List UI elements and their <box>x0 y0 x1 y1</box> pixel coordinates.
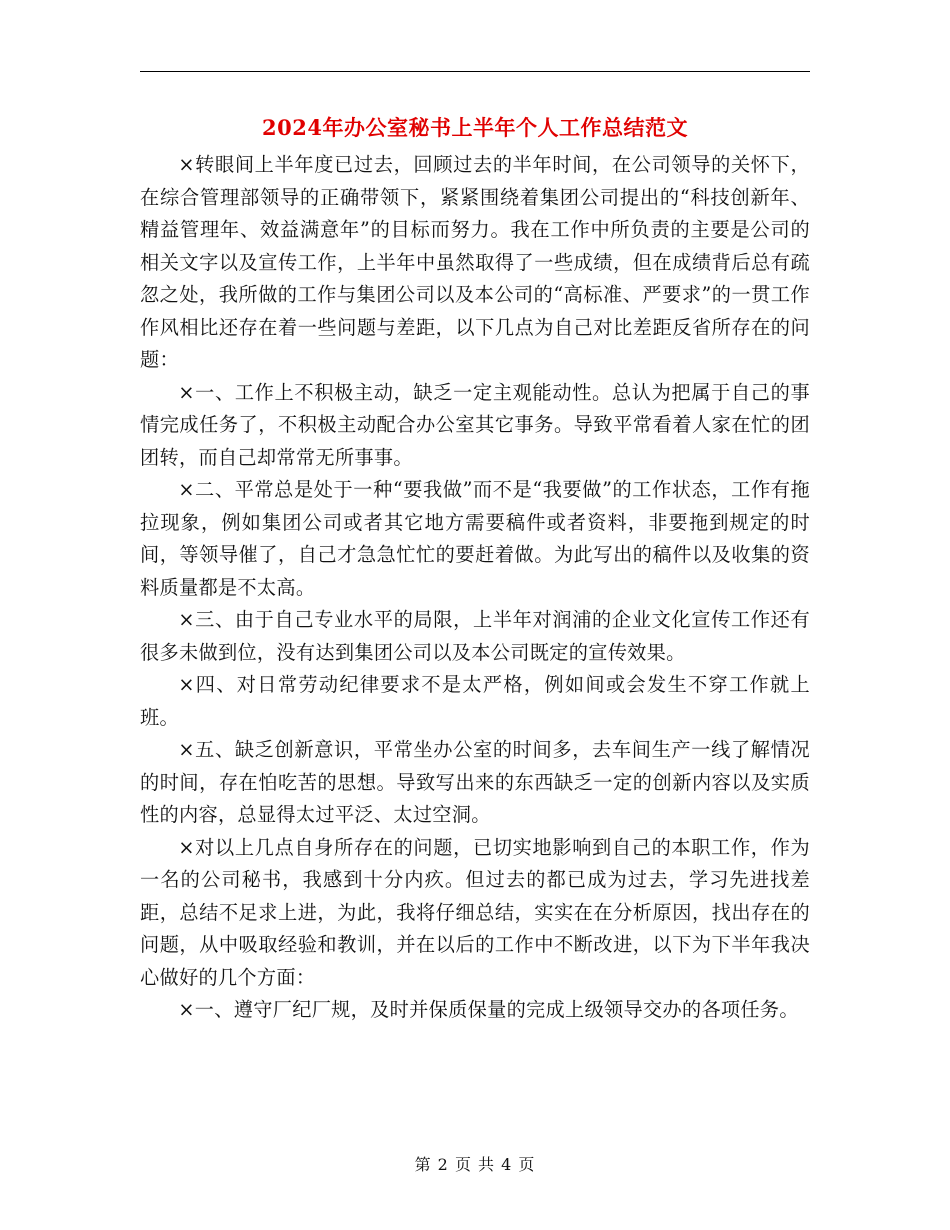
paragraph-issue-4: ×四、对日常劳动纪律要求不是太严格，例如间或会发生不穿工作就上班。 <box>140 673 810 729</box>
header-rule <box>140 71 810 72</box>
paragraph-issue-2: ×二、平常总是处于一种“要我做”而不是“我要做”的工作状态，工作有拖拉现象，例如集团公司或者其它地方需要稿件或者资料，非要拖到规定的时间，等领导催了，自己才急急忙忙的要赶着做。为此写出的稿件以及收集的资料质量都是不太高。 <box>140 478 810 599</box>
page-number-footer: 第 2 页 共 4 页 <box>414 1155 536 1174</box>
paragraph-plan-1: ×一、遵守厂纪厂规，及时并保质保量的完成上级领导交办的各项任务。 <box>178 998 799 1021</box>
paragraph-issue-1: ×一、工作上不积极主动，缺乏一定主观能动性。总认为把属于自己的事情完成任务了，不积极主动配合办公室其它事务。导致平常看着人家在忙的团团转，而自己却常常无所事事。 <box>140 380 810 469</box>
document-title: 2024年办公室秘书上半年个人工作总结范文 <box>262 115 688 140</box>
paragraph-intro: ×转眼间上半年度已过去，回顾过去的半年时间，在公司领导的关怀下，在综合管理部领导的正确带领下，紧紧围绕着集团公司提出的“科技创新年、精益管理年、效益满意年”的目标而努力。我在工作中所负责的主要是公司的相关文字以及宣传工作，上半年中虽然取得了一些成绩，但在成绩背后总有疏忽之处，我所做的工作与集团公司以及本公司的“高标准、严要求”的一贯工作作风相比还存在着一些问题与差距，以下几点为自己对比差距反省所存在的问题： <box>140 153 810 371</box>
paragraph-issue-5: ×五、缺乏创新意识，平常坐办公室的时间多，去车间生产一线了解情况的时间，存在怕吃苦的思想。导致写出来的东西缺乏一定的创新内容以及实质性的内容，总显得太过平泛、太过空洞。 <box>140 738 810 826</box>
paragraph-issue-3: ×三、由于自己专业水平的局限，上半年对润浦的企业文化宣传工作还有很多未做到位，没有达到集团公司以及本公司既定的宣传效果。 <box>140 608 810 664</box>
document-body <box>140 149 810 1027</box>
paragraph-reflection: ×对以上几点自身所存在的问题，已切实地影响到自己的本职工作，作为一名的公司秘书，我感到十分内疚。但过去的都已成为过去，学习先进找差距，总结不足求上进，为此，我将仔细总结，实实在在分析原因，找出存在的问题，从中吸取经验和教训，并在以后的工作中不断改进，以下为下半年我决心做好的几个方面： <box>140 835 810 989</box>
